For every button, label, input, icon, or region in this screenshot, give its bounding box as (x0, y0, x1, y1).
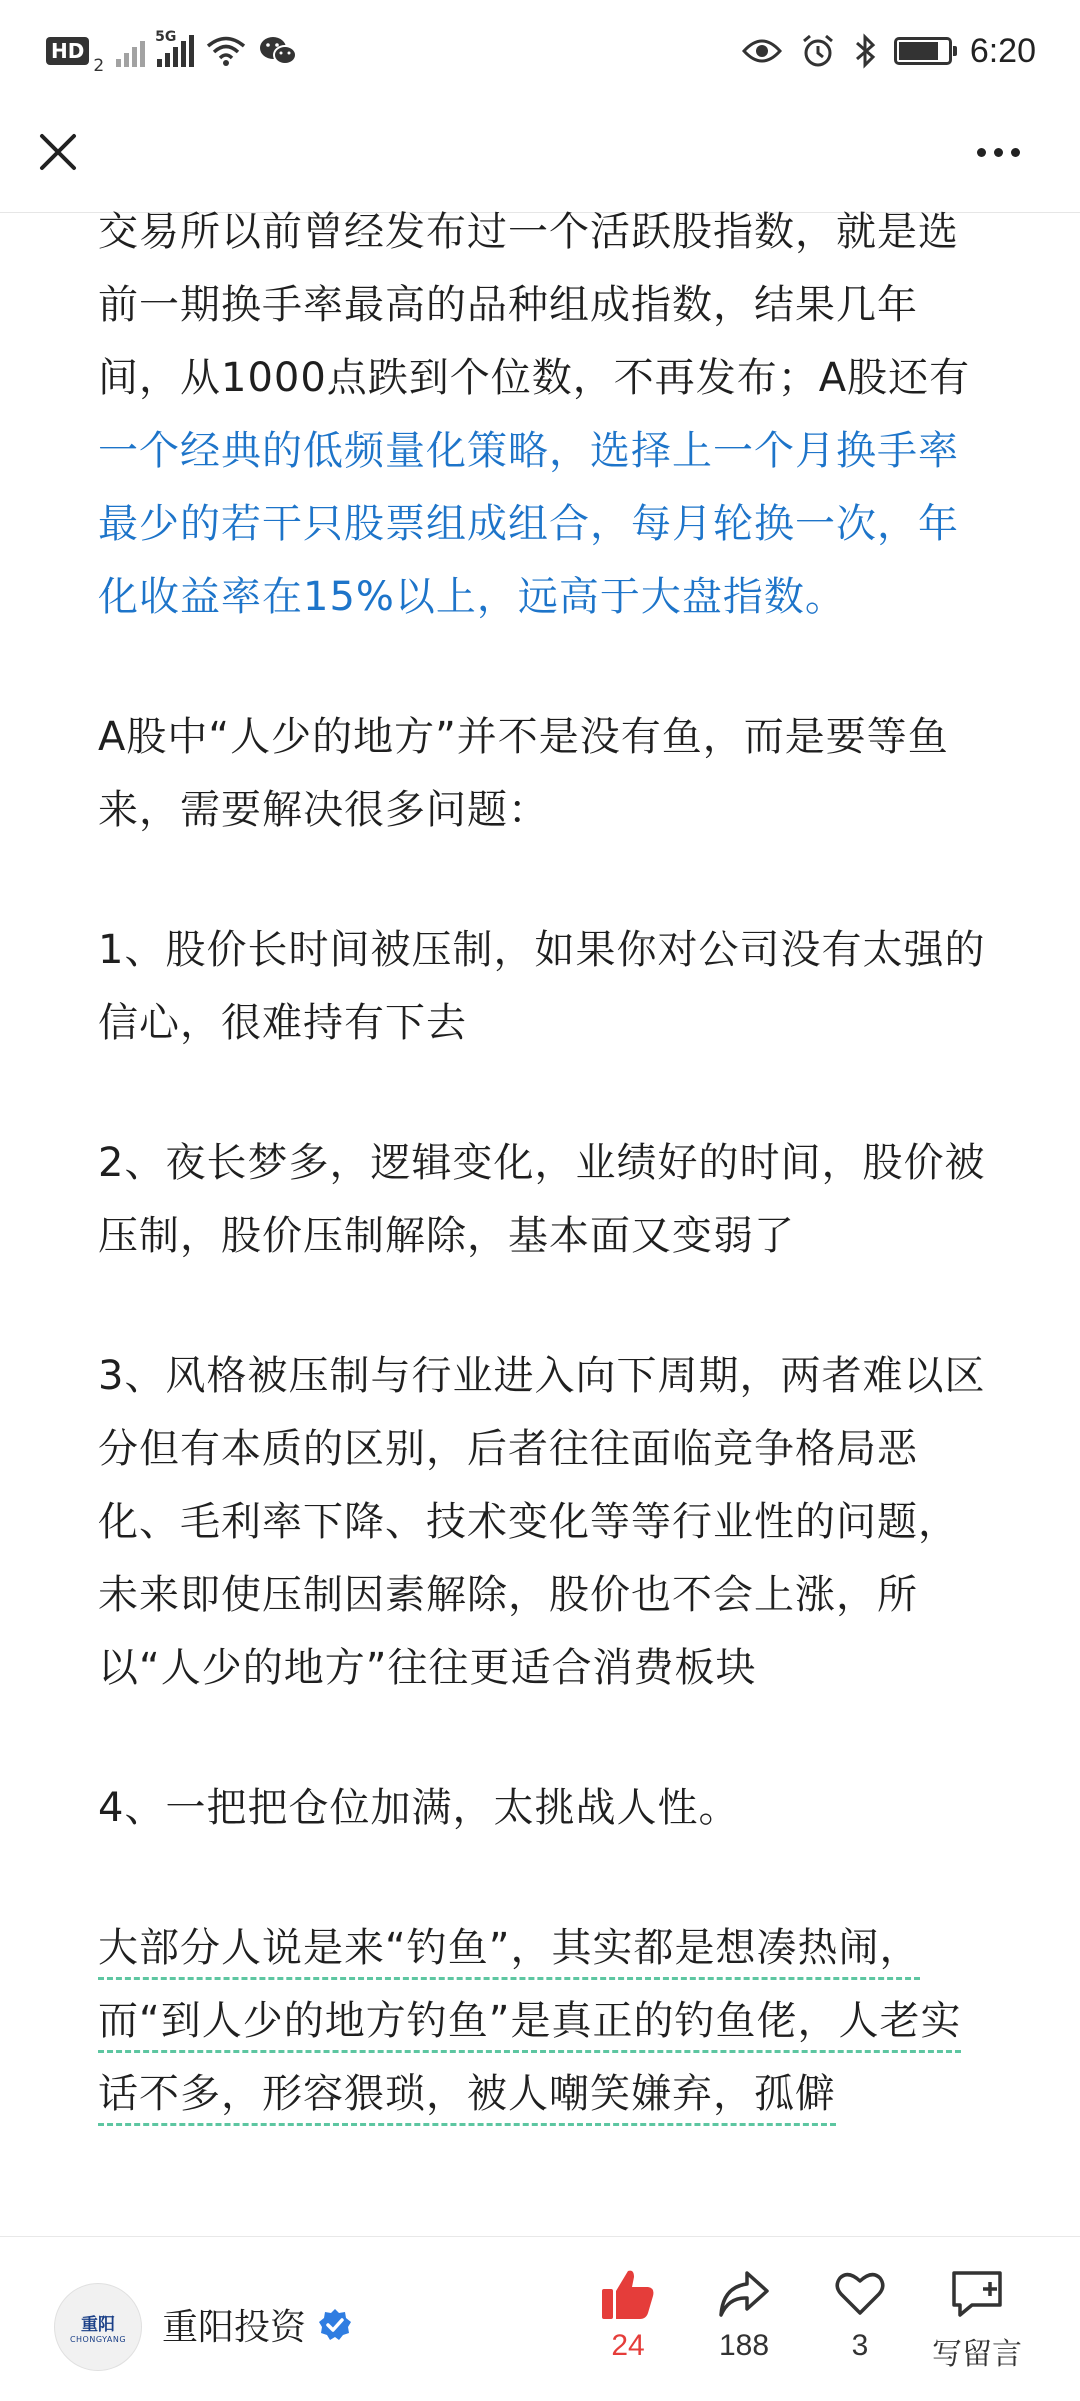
like-count: 24 (611, 2329, 645, 2362)
wifi-icon (206, 35, 246, 67)
highlighted-text: 一个经典的低频量化策略，选择上一个月换手率最少的若干只股票组成组合，每月轮换一次，年化收益率在15%以上，远高于大盘指数。 (98, 428, 959, 620)
bottom-action-bar (0, 2236, 1080, 2401)
more-icon-dot (994, 148, 1003, 157)
like-button[interactable] (573, 2267, 683, 2363)
share-button[interactable] (689, 2267, 799, 2363)
paragraph: 4、一把把仓位加满，太挑战人性。 (98, 1785, 740, 1831)
paragraph (98, 1912, 988, 2131)
heart-icon (833, 2267, 887, 2321)
article-body[interactable] (98, 196, 988, 2236)
avatar-logo-sub: CHONGYANG (69, 2335, 127, 2344)
favorite-count: 3 (851, 2329, 869, 2362)
comment-icon (948, 2267, 1006, 2321)
account-info[interactable] (162, 2299, 352, 2350)
more-button[interactable] (962, 120, 1034, 184)
bluetooth-icon (854, 33, 876, 69)
scroll-fade (0, 2180, 1080, 2236)
underlined-text[interactable]: 大部分人说是来“钓鱼”，其实都是想凑热闹，而“到人少的地方钓鱼”是真正的钓鱼佬，人老实话不多，形容猥琐，被人嘲笑嫌弃，孤僻 (98, 1925, 961, 2126)
signal-5g-icon (155, 29, 194, 67)
alarm-icon (800, 33, 836, 69)
favorite-button[interactable] (805, 2267, 915, 2363)
verified-icon (318, 2308, 352, 2342)
more-icon (977, 148, 986, 157)
status-time: 6:20 (969, 31, 1036, 70)
paragraph: 3、风格被压制与行业进入向下周期，两者难以区分但有本质的区别，后者往往面临竞争格局恶化、毛利率下降、技术变化等等行业性的问题，未来即使压制因素解除，股价也不会上涨，所以“人少的地方”往往更适合消费板块 (98, 1353, 986, 1691)
status-right (742, 26, 1036, 76)
avatar[interactable] (54, 2283, 142, 2371)
comment-button[interactable] (922, 2267, 1032, 2373)
paragraph-text: 交易所以前曾经发布过一个活跃股指数，就是选前一期换手率最高的品种组成指数，结果几年间，从1000点跌到个位数，不再发布；A股还有 (98, 209, 971, 401)
comment-label: 写留言 (932, 2337, 1022, 2372)
paragraph (98, 196, 988, 634)
status-left (46, 26, 298, 76)
hd-sub-label: 2 (93, 56, 105, 76)
hd-icon: HD (46, 37, 89, 65)
network-label: 5G (155, 29, 177, 45)
status-bar (0, 0, 1080, 100)
paragraph: 2、夜长梦多，逻辑变化，业绩好的时间，股价被压制，股价压制解除，基本面又变弱了 (98, 1140, 986, 1259)
share-icon (717, 2267, 771, 2321)
paragraph: A股中“人少的地方”并不是没有鱼，而是要等鱼来，需要解决很多问题： (98, 714, 949, 833)
avatar-logo-text: 重阳 (81, 2315, 115, 2335)
thumbs-up-icon (600, 2267, 656, 2321)
share-count: 188 (718, 2329, 770, 2362)
battery-icon (894, 37, 952, 65)
close-button[interactable] (26, 120, 90, 184)
close-icon (38, 132, 78, 172)
paragraph: 1、股价长时间被压制，如果你对公司没有太强的信心，很难持有下去 (98, 927, 986, 1046)
more-icon-dot (1011, 148, 1020, 157)
signal-icon (116, 35, 145, 67)
wechat-icon (258, 35, 298, 67)
account-name: 重阳投资 (162, 2307, 307, 2348)
eye-icon (742, 37, 782, 65)
